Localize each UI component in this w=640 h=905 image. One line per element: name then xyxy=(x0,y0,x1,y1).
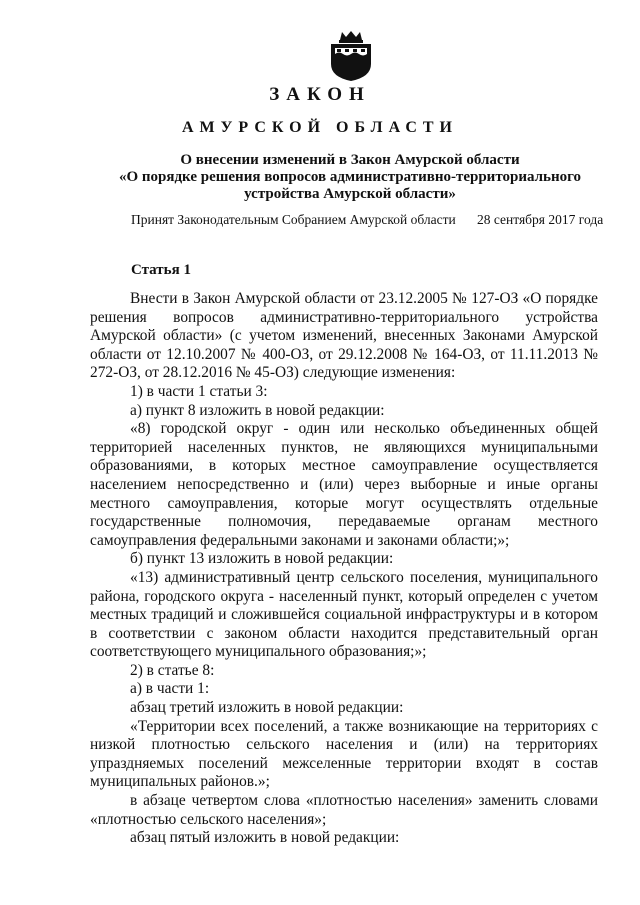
adoption-text: Принят Законодательным Собранием Амурской области xyxy=(131,212,456,227)
region-title: АМУРСКОЙ ОБЛАСТИ xyxy=(182,119,458,136)
article-paragraph: абзац третий изложить в новой редакции: xyxy=(130,699,404,717)
article-title: Статья 1 xyxy=(131,262,191,278)
subject-line: «О порядке решения вопросов административно-территориального xyxy=(118,169,582,185)
law-subject xyxy=(60,152,640,203)
article-paragraph: а) пункт 8 изложить в новой редакции: xyxy=(130,401,385,419)
article-paragraph: абзац пятый изложить в новой редакции: xyxy=(130,829,400,847)
article-paragraph: в абзаце четвертом слова «плотностью населения» заменить словами «плотностью сельского населения»; xyxy=(90,792,598,828)
article-paragraph: 1) в части 1 статьи 3: xyxy=(130,382,268,400)
article-paragraph: Внести в Закон Амурской области от 23.12.2005 № 127-ОЗ «О порядке решения вопросов административно-территориального устройства Амурской области» (с учетом изменений, внесенных Законами Амурской области от 12.10.2007 № 400-ОЗ, от 29.12.2008 № 164-ОЗ, от 11.11.2013 № 272-ОЗ, от 28.12.2016 № 45-ОЗ) следующие изменения: xyxy=(90,290,598,382)
article-paragraph: б) пункт 13 изложить в новой редакции: xyxy=(130,550,394,568)
article-paragraph: «13) административный центр сельского поселения, муниципального района, городского округа - населенный пункт, который определен с учетом местных традиций и сложившейся социальной инфраструктуры и в котором в соответствии с законом области находится представительный орган соответствующего муниципального образования;»; xyxy=(90,568,598,661)
article-paragraph: «8) городской округ - один или несколько объединенных общей территорией населенных пунктов, не являющихся муниципальными образованиями, в которых местное самоуправление осуществляется населением непосредственно и (или) через выборные и иные органы местного самоуправления, которые могут осуществлять отдельные государственные полномочия, передаваемые органам местного самоуправления федеральными законами и законами области;»; xyxy=(90,420,598,549)
subject-line: О внесении изменений в Закон Амурской области xyxy=(180,152,520,168)
subject-line: устройства Амурской области» xyxy=(244,186,456,202)
article-body xyxy=(90,290,598,848)
law-title: ЗАКОН xyxy=(269,84,371,105)
article-paragraph: а) в части 1: xyxy=(130,680,210,698)
coat-of-arms-icon xyxy=(326,30,376,82)
article-paragraph: 2) в статье 8: xyxy=(130,661,215,679)
article-paragraph: «Территории всех поселений, а также возникающие на территориях с низкой плотностью сельского населения и (или) на территориях упраздняемых поселений межселенные территории входят в состав муниципальных районов.»; xyxy=(90,717,598,791)
adoption-date: 28 сентября 2017 года xyxy=(477,212,604,227)
